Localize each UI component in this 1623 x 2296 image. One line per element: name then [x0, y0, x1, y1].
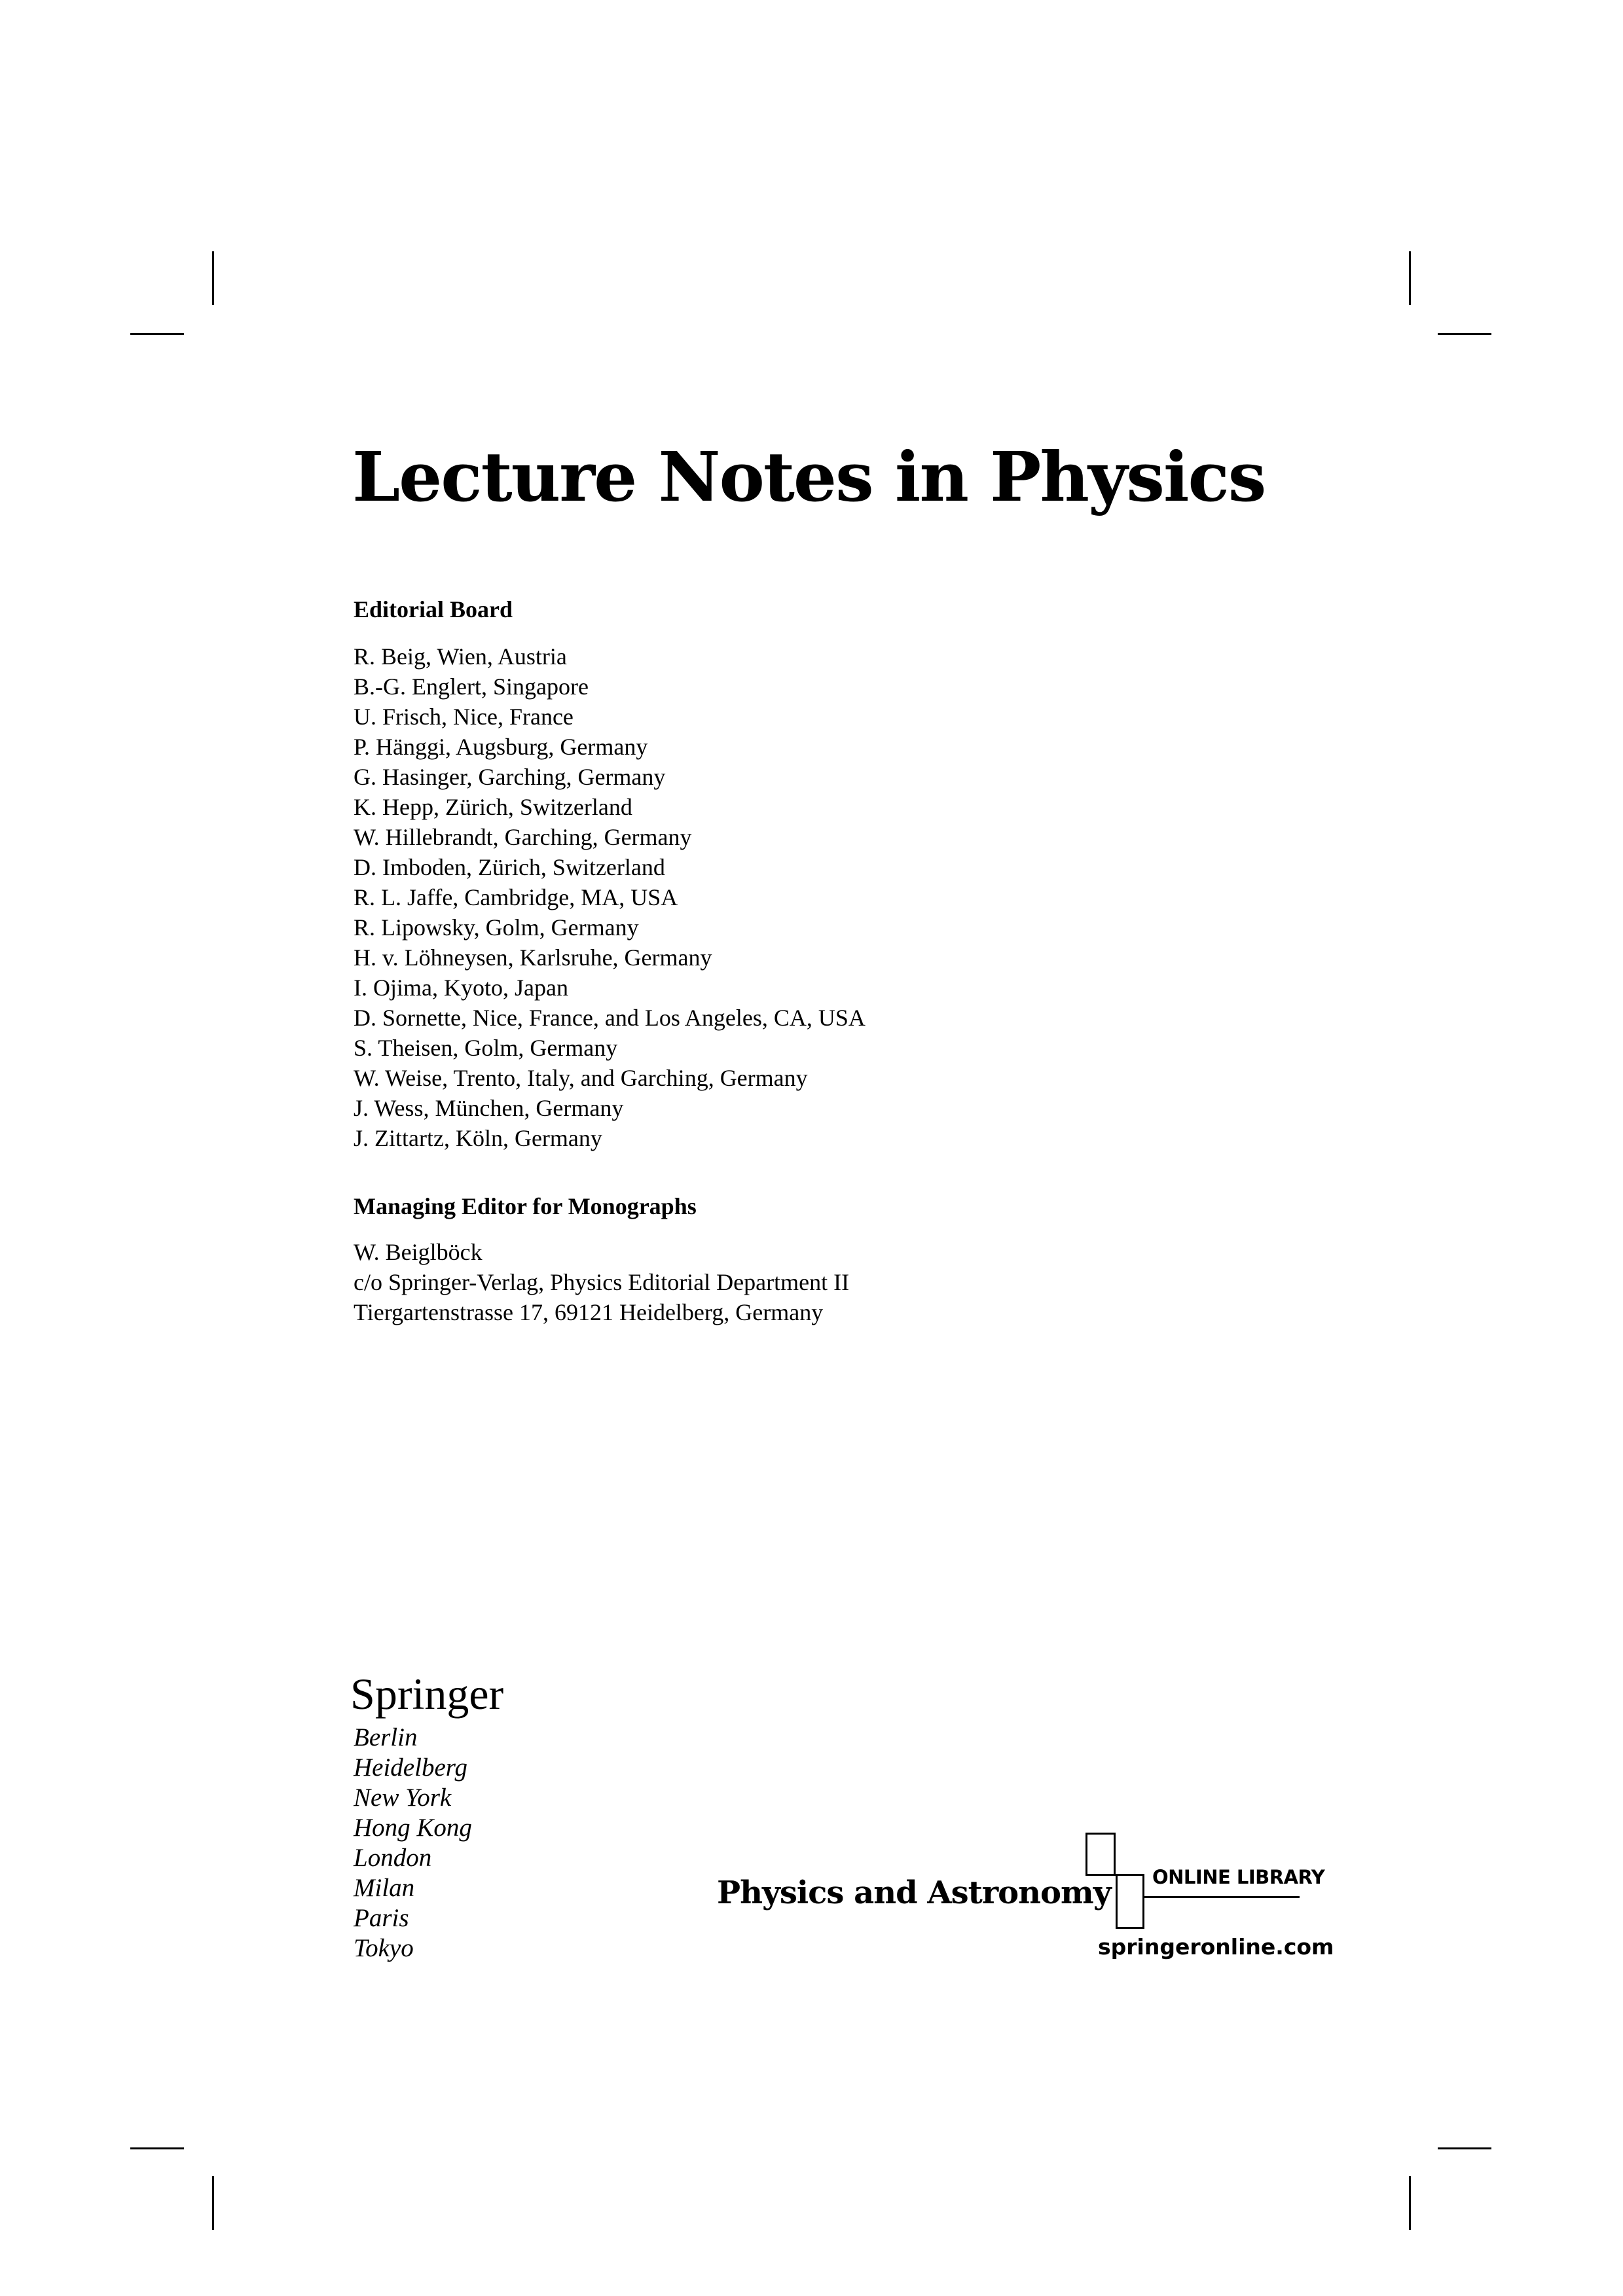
publisher-city: Berlin	[354, 1723, 418, 1751]
crop-mark-top-right-horizontal	[1438, 333, 1491, 335]
board-member: I. Ojima, Kyoto, Japan	[354, 975, 568, 1001]
managing-editor-heading: Managing Editor for Monographs	[354, 1193, 697, 1219]
series-title: Lecture Notes in Physics	[352, 437, 1266, 517]
editorial-board-heading: Editorial Board	[354, 596, 513, 622]
board-member: J. Wess, München, Germany	[354, 1095, 624, 1121]
logo-box-top	[1085, 1833, 1116, 1876]
board-member: P. Hänggi, Augsburg, Germany	[354, 734, 648, 760]
publisher-cities	[354, 1723, 472, 1964]
crop-mark-bottom-right-vertical	[1409, 2176, 1411, 2230]
board-member: J. Zittartz, Köln, Germany	[354, 1125, 602, 1151]
logo-underline	[1142, 1896, 1300, 1898]
board-member: W. Weise, Trento, Italy, and Garching, Germany	[354, 1065, 808, 1091]
board-member: K. Hepp, Zürich, Switzerland	[354, 794, 632, 820]
board-member: W. Hillebrandt, Garching, Germany	[354, 824, 692, 850]
board-member: D. Sornette, Nice, France, and Los Angeles, CA, USA	[354, 1005, 866, 1031]
publisher-city: Paris	[354, 1904, 409, 1932]
online-library-mark	[1085, 1833, 1325, 1931]
crop-mark-top-left-vertical	[212, 251, 214, 305]
online-library-url: springeronline.com	[1098, 1934, 1334, 1960]
board-member: R. Beig, Wien, Austria	[354, 643, 567, 670]
managing-editor-address	[354, 1237, 849, 1327]
online-library-label: ONLINE LIBRARY	[1152, 1866, 1325, 1888]
board-member: S. Theisen, Golm, Germany	[354, 1035, 618, 1061]
board-member: G. Hasinger, Garching, Germany	[354, 764, 666, 790]
crop-mark-bottom-left-horizontal	[130, 2147, 184, 2149]
crop-mark-top-right-vertical	[1409, 251, 1411, 305]
board-member: R. L. Jaffe, Cambridge, MA, USA	[354, 884, 678, 910]
crop-mark-bottom-right-horizontal	[1438, 2147, 1491, 2149]
publisher-city: Milan	[354, 1874, 415, 1902]
publisher-city: Hong Kong	[354, 1814, 472, 1842]
address-line: c/o Springer-Verlag, Physics Editorial Department II	[354, 1269, 850, 1295]
publisher-city: New York	[354, 1784, 452, 1812]
logo-box-bottom	[1116, 1874, 1144, 1929]
editorial-board-list	[354, 641, 866, 1153]
managing-editor-name: W. Beiglböck	[354, 1239, 483, 1265]
publisher-name: Springer	[350, 1669, 504, 1719]
address-line: Tiergartenstrasse 17, 69121 Heidelberg, Germany	[354, 1299, 824, 1325]
board-member: H. v. Löhneysen, Karlsruhe, Germany	[354, 944, 712, 971]
online-library-logo	[717, 1833, 1334, 1983]
board-member: R. Lipowsky, Golm, Germany	[354, 914, 639, 941]
crop-mark-bottom-left-vertical	[212, 2176, 214, 2230]
publisher-city: Tokyo	[354, 1934, 414, 1962]
publisher-city: London	[354, 1844, 432, 1872]
board-member: D. Imboden, Zürich, Switzerland	[354, 854, 665, 880]
online-library-subject: Physics and Astronomy	[717, 1874, 1111, 1911]
crop-mark-top-left-horizontal	[130, 333, 184, 335]
publisher-city: Heidelberg	[354, 1753, 467, 1782]
board-member: B.-G. Englert, Singapore	[354, 673, 589, 700]
board-member: U. Frisch, Nice, France	[354, 704, 574, 730]
